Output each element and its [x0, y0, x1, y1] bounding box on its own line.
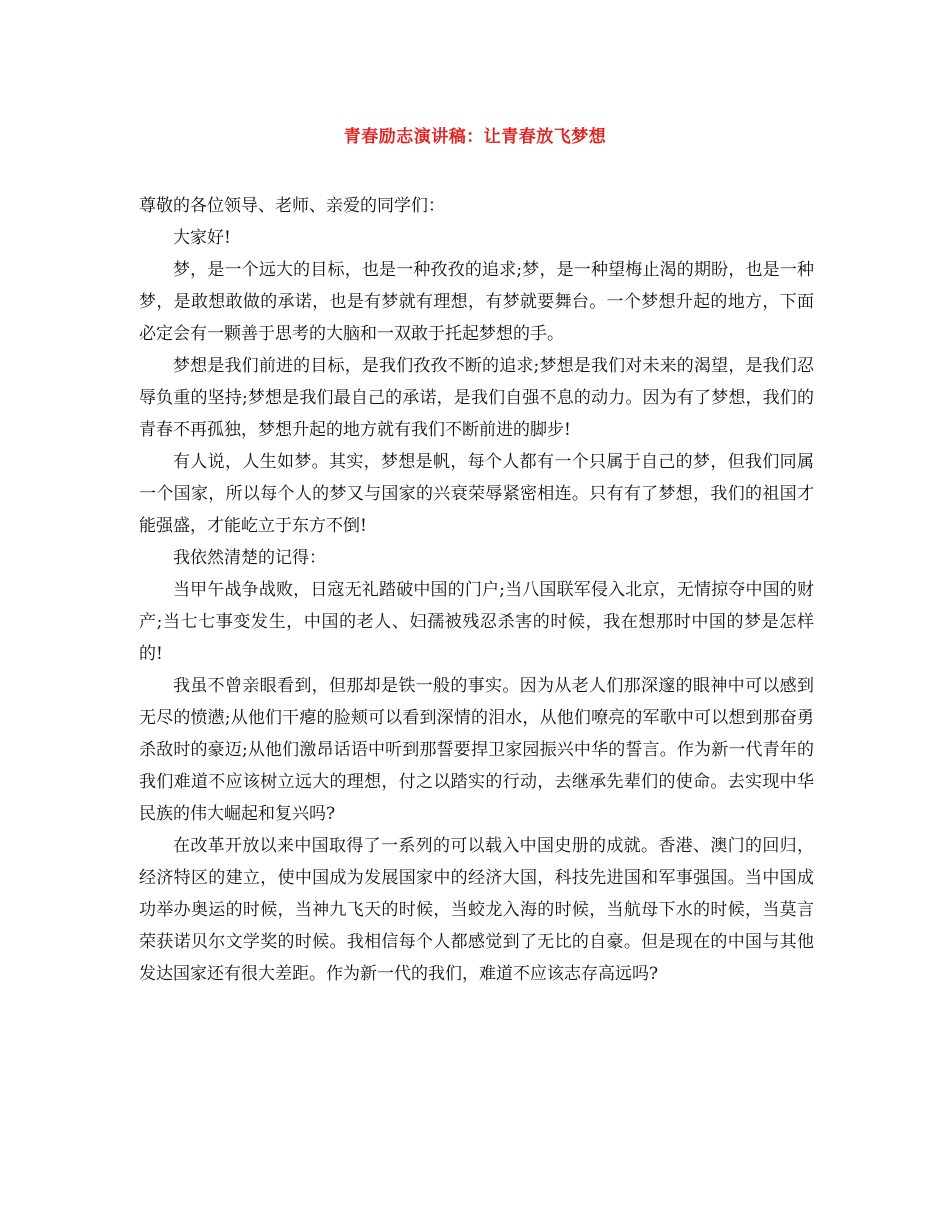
paragraph: 梦，是一个远大的目标，也是一种孜孜的追求;梦，是一种望梅止渴的期盼，也是一种梦，是敢想敢做的承诺，也是有梦就有理想，有梦就要舞台。一个梦想升起的地方，下面必定会有一颗善于思考的大脑和一双敢于托起梦想的手。: [139, 260, 814, 344]
paragraph: 梦想是我们前进的目标，是我们孜孜不断的追求;梦想是我们对未来的渴望，是我们忍辱负重的坚持;梦想是我们最自己的承诺，是我们自强不息的动力。因为有了梦想，我们的青春不再孤独，梦想升起的地方就有我们不断前进的脚步!: [139, 356, 814, 440]
paragraph: 当甲午战争战败，日寇无礼踏破中国的门户;当八国联军侵入北京，无情掠夺中国的财产;当七七事变发生，中国的老人、妇孺被残忍杀害的时候，我在想那时中国的梦是怎样的!: [139, 580, 814, 664]
paragraph-greeting: 大家好!: [173, 228, 231, 248]
document-body: [139, 190, 814, 990]
paragraph: 在改革开放以来中国取得了一系列的可以载入中国史册的成就。香港、澳门的回归，经济特区的建立，使中国成为发展国家中的经济大国，科技先进国和军事强国。当中国成功举办奥运的时候，当神九飞天的时候，当蛟龙入海的时候，当航母下水的时候，当莫言荣获诺贝尔文学奖的时候。我相信每个人都感觉到了无比的自豪。但是现在的中国与其他发达国家还有很大差距。作为新一代的我们，难道不应该志存高远吗?: [139, 836, 814, 984]
document-title: 青春励志演讲稿：让青春放飞梦想: [343, 127, 607, 147]
salutation: 尊敬的各位领导、老师、亲爱的同学们：: [139, 196, 445, 216]
paragraph: 我依然清楚的记得：: [173, 548, 326, 568]
paragraph: 我虽不曾亲眼看到，但那却是铁一般的事实。因为从老人们那深邃的眼神中可以感到无尽的愤懑;从他们干瘪的脸颊可以看到深情的泪水，从他们嘹亮的军歌中可以想到那奋勇杀敌时的豪迈;从他们激昂话语中听到那誓要捍卫家园振兴中华的誓言。作为新一代青年的我们难道不应该树立远大的理想，付之以踏实的行动，去继承先辈们的使命。去实现中华民族的伟大崛起和复兴吗?: [139, 676, 814, 824]
paragraph: 有人说，人生如梦。其实，梦想是帆，每个人都有一个只属于自己的梦，但我们同属一个国家，所以每个人的梦又与国家的兴衰荣辱紧密相连。只有有了梦想，我们的祖国才能强盛，才能屹立于东方不倒!: [139, 452, 814, 536]
